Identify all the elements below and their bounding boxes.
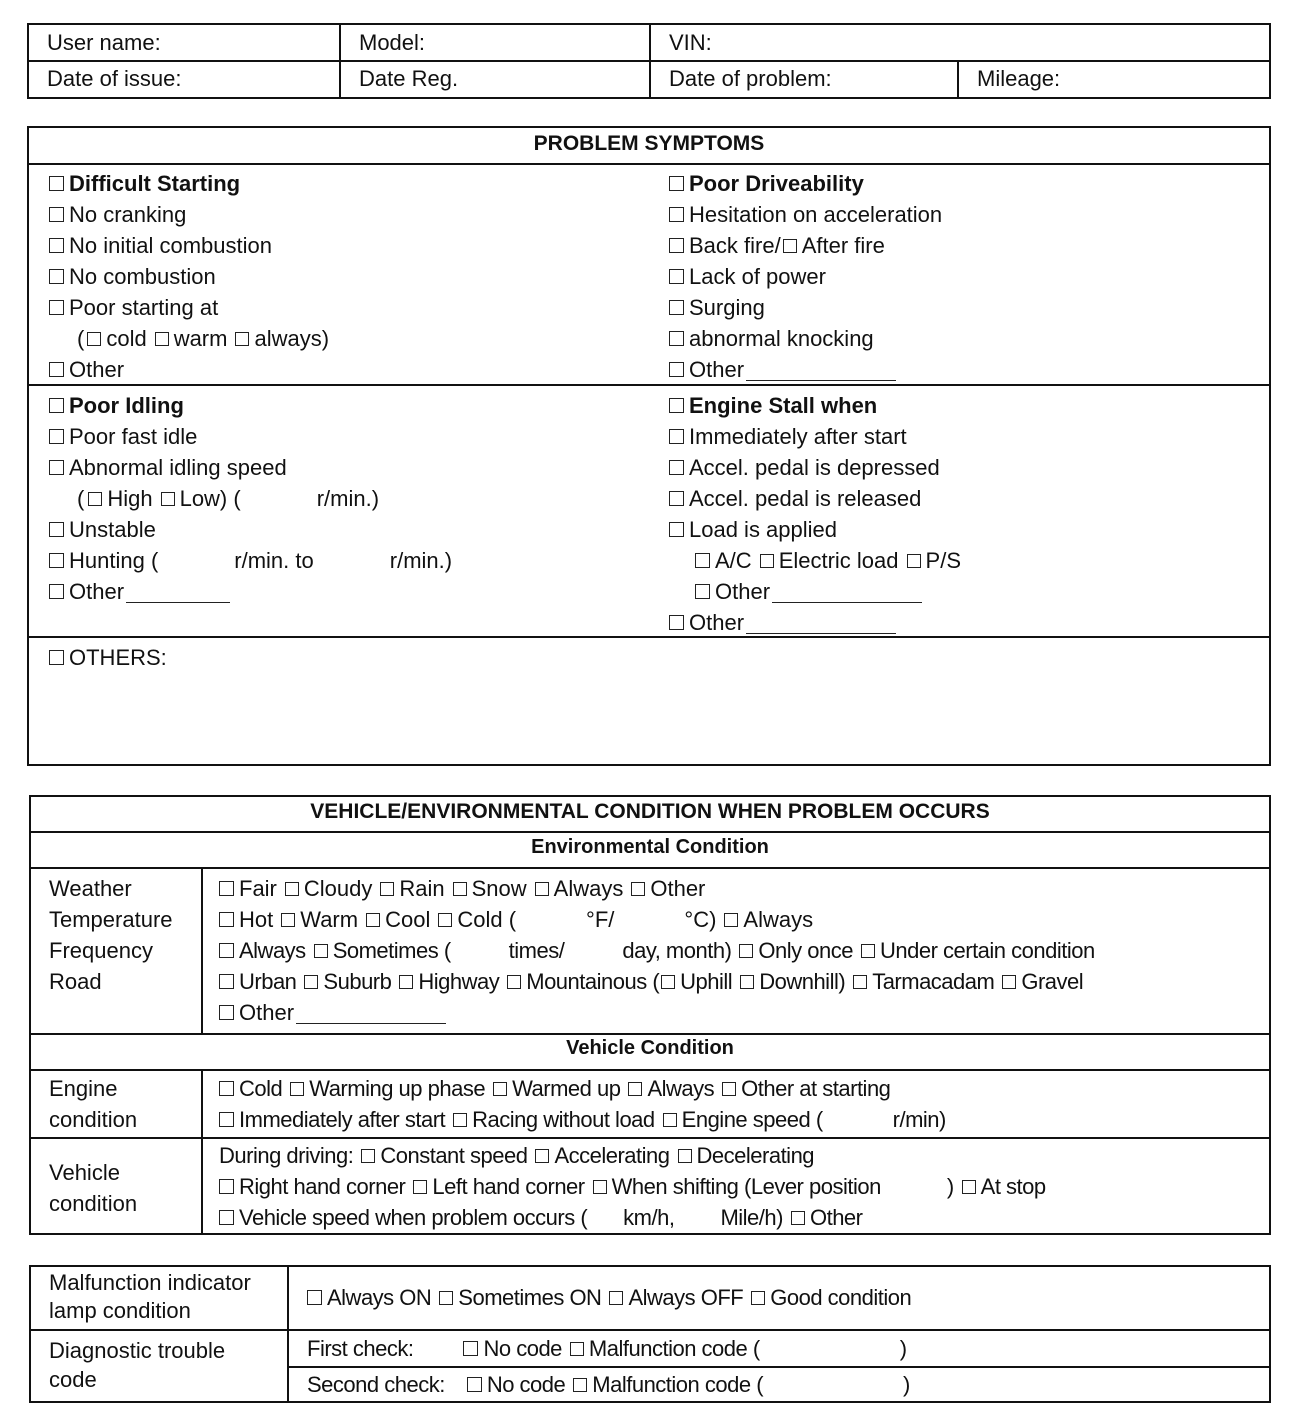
always-checkbox[interactable] (235, 332, 249, 346)
checkbox[interactable] (49, 362, 64, 377)
problem-symptoms-section (27, 126, 1271, 766)
dtc-label: code (49, 1367, 97, 1392)
engine-condition-options-2: Immediately after start Racing without load Engine speed ( r/min) (219, 1104, 946, 1135)
load-types: A/C Electric load P/S (695, 545, 961, 576)
section-title: PROBLEM SYMPTOMS (533, 132, 765, 155)
immediately-checkbox[interactable] (219, 1112, 234, 1127)
engine-condition-label: condition (49, 1107, 138, 1132)
checkbox[interactable] (219, 1005, 234, 1020)
other-checkbox[interactable] (791, 1211, 805, 1225)
suburb-checkbox[interactable] (304, 975, 318, 989)
other-checkbox[interactable] (631, 882, 645, 896)
cold-checkbox[interactable] (87, 332, 101, 346)
stall-depressed-option[interactable]: Accel. pedal is depressed (669, 452, 940, 483)
cool-checkbox[interactable] (366, 913, 380, 927)
checkbox[interactable] (669, 398, 684, 413)
when-shifting-checkbox[interactable] (593, 1180, 607, 1194)
divider (29, 636, 1269, 638)
divider (31, 1033, 1269, 1035)
weather-label: Weather (49, 876, 132, 901)
temperature-options: Hot Warm Cool Cold ( °F/ °C) Always (219, 904, 813, 935)
divider (31, 1137, 1269, 1139)
idling-speed-detail: ( High Low) ( r/min.) (77, 486, 380, 511)
other-blank[interactable] (772, 581, 922, 603)
checkbox[interactable] (49, 269, 64, 284)
checkbox[interactable] (669, 362, 684, 377)
frequency-options: Always Sometimes ( times/ day, month) Only once Under certain condition (219, 935, 1095, 966)
checkbox[interactable] (49, 522, 64, 537)
checkbox[interactable] (669, 300, 684, 315)
vehicle-speed-checkbox[interactable] (219, 1210, 234, 1225)
divider (31, 1069, 1269, 1071)
vehicle-info-table (27, 23, 1271, 99)
difficult-starting-option[interactable]: Difficult Starting (49, 168, 240, 199)
checkbox[interactable] (49, 238, 64, 253)
difficult-starting-other[interactable]: Other (49, 354, 124, 385)
engine-speed-checkbox[interactable] (663, 1113, 677, 1127)
stall-released-option[interactable]: Accel. pedal is released (669, 483, 921, 514)
checkbox[interactable] (49, 584, 64, 599)
cold-checkbox[interactable] (438, 913, 452, 927)
checkbox[interactable] (669, 460, 684, 475)
no-initial-combustion-option[interactable]: No initial combustion (49, 230, 272, 261)
stall-load-option[interactable]: Load is applied (669, 514, 837, 545)
vehicle-condition-label: condition (49, 1191, 138, 1216)
checkbox[interactable] (669, 176, 684, 191)
weather-options: Fair Cloudy Rain Snow Always Other (219, 873, 705, 904)
checkbox[interactable] (669, 207, 684, 222)
gravel-checkbox[interactable] (1002, 975, 1016, 989)
others-option[interactable]: OTHERS: (49, 642, 167, 673)
decelerating-checkbox[interactable] (678, 1149, 692, 1163)
date-reg-field[interactable]: Date Reg. (359, 66, 459, 91)
always-checkbox[interactable] (535, 882, 549, 896)
no-code-checkbox[interactable] (467, 1377, 482, 1392)
checkbox[interactable] (49, 398, 64, 413)
always-on-checkbox[interactable] (307, 1290, 322, 1305)
cold-checkbox[interactable] (219, 1081, 234, 1096)
poor-driveability-option[interactable]: Poor Driveability (669, 168, 864, 199)
sometimes-on-checkbox[interactable] (439, 1291, 453, 1305)
highway-checkbox[interactable] (399, 975, 413, 989)
warm-checkbox[interactable] (155, 332, 169, 346)
divider (31, 867, 1269, 869)
cloudy-checkbox[interactable] (285, 882, 299, 896)
checkbox[interactable] (695, 584, 710, 599)
unstable-option[interactable]: Unstable (49, 514, 156, 545)
road-label: Road (49, 969, 102, 994)
low-checkbox[interactable] (161, 492, 175, 506)
checkbox[interactable] (49, 207, 64, 222)
divider (29, 163, 1269, 165)
model-field[interactable]: Model: (359, 30, 426, 55)
no-cranking-option[interactable]: No cranking (49, 199, 186, 230)
other-blank[interactable] (746, 612, 896, 634)
abnormal-idling-option[interactable]: Abnormal idling speed (49, 452, 287, 483)
checkbox[interactable] (49, 460, 64, 475)
engine-condition-options: Cold Warming up phase Warmed up Always Other at starting (219, 1073, 890, 1104)
under-certain-checkbox[interactable] (861, 944, 875, 958)
other-at-starting-checkbox[interactable] (722, 1082, 736, 1096)
constant-speed-checkbox[interactable] (361, 1149, 375, 1163)
poor-fast-idle-option[interactable]: Poor fast idle (49, 421, 197, 452)
fair-checkbox[interactable] (219, 881, 234, 896)
divider (31, 831, 1269, 833)
environmental-subtitle: Environmental Condition (531, 836, 769, 858)
checkbox[interactable] (669, 522, 684, 537)
abnormal-knocking-option[interactable]: abnormal knocking (669, 323, 874, 354)
checkbox[interactable] (669, 491, 684, 506)
other-blank[interactable] (746, 359, 896, 381)
high-checkbox[interactable] (88, 492, 102, 506)
no-code-checkbox[interactable] (463, 1341, 478, 1356)
poor-driveability-other[interactable]: Other (669, 354, 896, 385)
engine-stall-other[interactable]: Other (669, 607, 896, 638)
divider (287, 1366, 1269, 1368)
vehicle-subtitle: Vehicle Condition (566, 1037, 734, 1059)
surging-option[interactable]: Surging (669, 292, 765, 323)
accelerating-checkbox[interactable] (535, 1149, 549, 1163)
urban-checkbox[interactable] (219, 974, 234, 989)
date-of-issue-field[interactable]: Date of issue: (47, 66, 182, 91)
poor-starting-option[interactable]: Poor starting at (49, 292, 218, 323)
engine-stall-option[interactable]: Engine Stall when (669, 390, 877, 421)
mil-label: lamp condition (49, 1298, 191, 1323)
always-checkbox[interactable] (724, 913, 738, 927)
electric-load-checkbox[interactable] (760, 554, 774, 568)
user-name-field[interactable]: User name: (47, 30, 161, 55)
uphill-checkbox[interactable] (661, 975, 675, 989)
checkbox[interactable] (669, 238, 684, 253)
divider (287, 1267, 289, 1401)
only-once-checkbox[interactable] (739, 944, 753, 958)
vehicle-condition-options-3: Vehicle speed when problem occurs ( km/h, Mile/h) Other (219, 1202, 863, 1233)
checkbox[interactable] (49, 429, 64, 444)
warmed-up-checkbox[interactable] (493, 1082, 507, 1096)
poor-idling-option[interactable]: Poor Idling (49, 390, 184, 421)
after-fire-checkbox[interactable] (783, 239, 797, 253)
checkbox[interactable] (669, 331, 684, 346)
checkbox[interactable] (49, 553, 64, 568)
snow-checkbox[interactable] (453, 882, 467, 896)
diagnosis-section (29, 1265, 1271, 1403)
hot-checkbox[interactable] (219, 912, 234, 927)
checkbox[interactable] (49, 176, 64, 191)
divider (201, 1069, 203, 1233)
back-fire-option[interactable]: Back fire/ After fire (669, 230, 885, 261)
always-checkbox[interactable] (219, 943, 234, 958)
always-off-checkbox[interactable] (609, 1291, 623, 1305)
vin-field[interactable]: VIN: (669, 30, 712, 55)
right-corner-checkbox[interactable] (219, 1179, 234, 1194)
frequency-label: Frequency (49, 938, 153, 963)
divider (201, 867, 203, 1033)
sometimes-checkbox[interactable] (314, 944, 328, 958)
warm-checkbox[interactable] (281, 913, 295, 927)
first-check-row: First check: No code Malfunction code ( ) (307, 1336, 907, 1361)
checkbox[interactable] (669, 615, 684, 630)
lack-of-power-option[interactable]: Lack of power (669, 261, 826, 292)
at-stop-checkbox[interactable] (962, 1180, 976, 1194)
malfunction-code-checkbox[interactable] (573, 1378, 587, 1392)
good-condition-checkbox[interactable] (751, 1291, 765, 1305)
malfunction-code-checkbox[interactable] (570, 1342, 584, 1356)
divider (29, 384, 1269, 386)
left-corner-checkbox[interactable] (413, 1180, 427, 1194)
hunting-option[interactable]: Hunting ( r/min. to r/min.) (49, 545, 452, 576)
checkbox[interactable] (49, 650, 64, 665)
warming-up-checkbox[interactable] (290, 1082, 304, 1096)
conditions-section (29, 795, 1271, 1235)
ps-checkbox[interactable] (907, 554, 921, 568)
vehicle-condition-options-2: Right hand corner Left hand corner When shifting (Lever position ) At stop (219, 1171, 1046, 1202)
dtc-label: Diagnostic trouble (49, 1338, 226, 1363)
no-combustion-option[interactable]: No combustion (49, 261, 216, 292)
temperature-label: Temperature (49, 907, 173, 932)
poor-idling-other[interactable]: Other (49, 576, 230, 607)
tarmacadam-checkbox[interactable] (853, 975, 867, 989)
vehicle-condition-options: During driving: Constant speed Accelerating Decelerating (219, 1143, 815, 1168)
checkbox[interactable] (669, 429, 684, 444)
divider (31, 1329, 1269, 1331)
checkbox[interactable] (669, 269, 684, 284)
poor-starting-temps: ( cold warm always) (77, 326, 330, 351)
mil-options: Always ON Sometimes ON Always OFF Good condition (307, 1282, 911, 1313)
always-checkbox[interactable] (628, 1082, 642, 1096)
load-other-option[interactable]: Other (695, 576, 922, 607)
second-check-row: Second check: No code Malfunction code ( ) (307, 1372, 910, 1397)
racing-checkbox[interactable] (453, 1113, 467, 1127)
mil-label: Malfunction indicator (49, 1270, 251, 1295)
ac-checkbox[interactable] (695, 553, 710, 568)
engine-condition-label: Engine (49, 1076, 118, 1101)
road-options: Urban Suburb Highway Mountainous ( Uphill Downhill) Tarmacadam Gravel (219, 966, 1083, 997)
other-blank[interactable] (296, 1002, 446, 1024)
vehicle-condition-label: Vehicle (49, 1160, 120, 1185)
mileage-field[interactable]: Mileage: (977, 66, 1061, 91)
rain-checkbox[interactable] (380, 882, 394, 896)
section-title: VEHICLE/ENVIRONMENTAL CONDITION WHEN PROBLEM OCCURS (310, 800, 990, 823)
date-of-problem-field[interactable]: Date of problem: (669, 66, 832, 91)
other-blank[interactable] (126, 581, 230, 603)
downhill-checkbox[interactable] (740, 975, 754, 989)
hesitation-option[interactable]: Hesitation on acceleration (669, 199, 942, 230)
mountainous-checkbox[interactable] (507, 975, 521, 989)
road-other-option[interactable]: Other (219, 997, 446, 1028)
checkbox[interactable] (49, 300, 64, 315)
stall-immediately-option[interactable]: Immediately after start (669, 421, 907, 452)
